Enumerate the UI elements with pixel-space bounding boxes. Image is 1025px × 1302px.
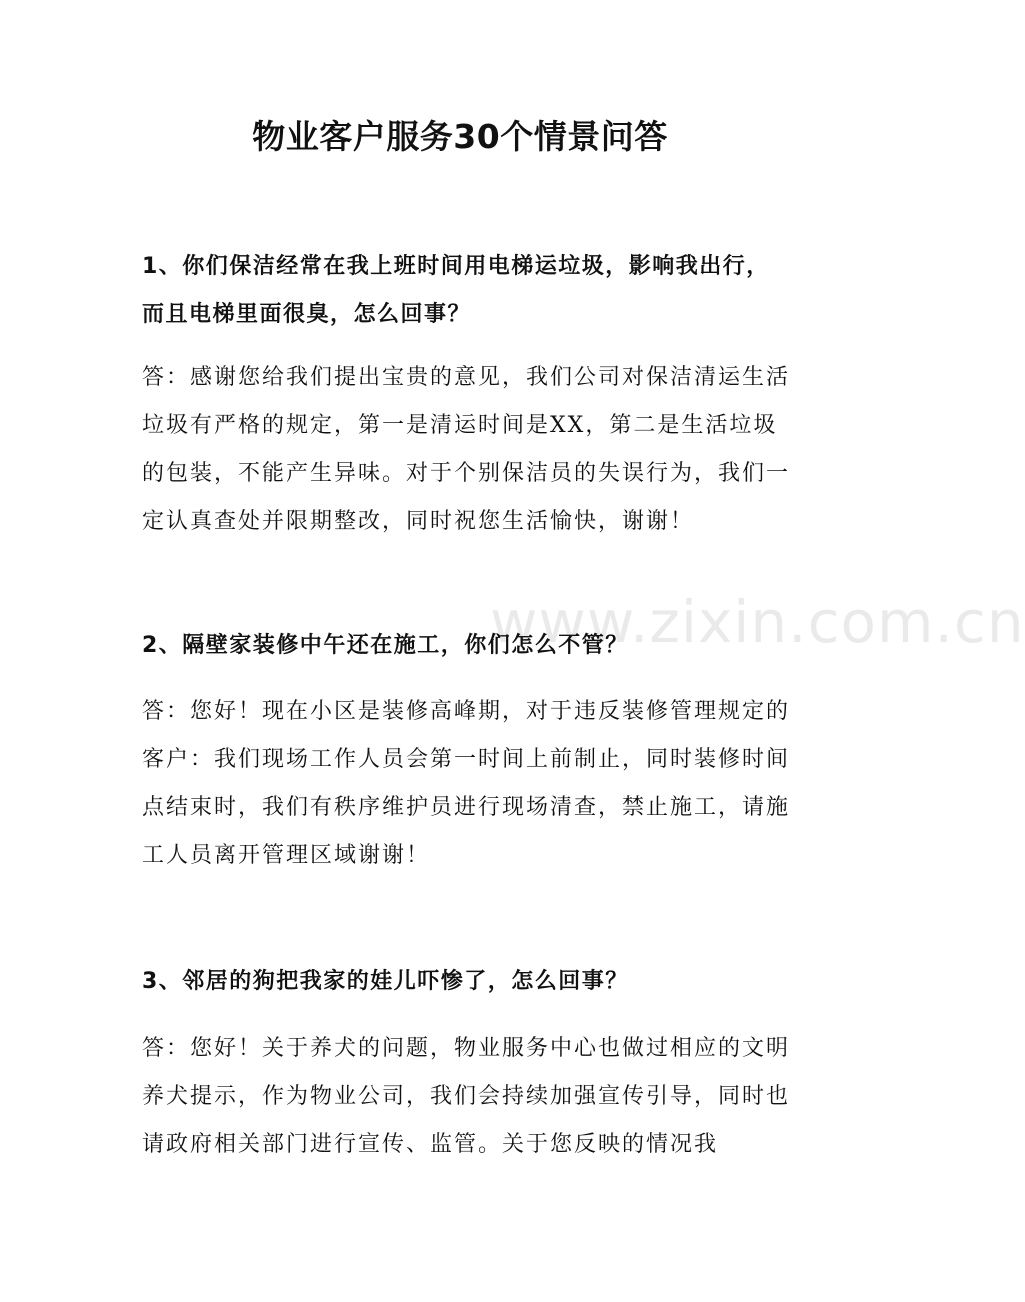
answer-2: 答：您好！现在小区是装修高峰期，对于违反装修管理规定的客户：我们现场工作人员会第一时间上前制止，同时装修时间点结束时，我们有秩序维护员进行现场清查，禁止施工，请施工人员离开管理区域谢谢！ — [142, 699, 791, 868]
answer-1: 答：感谢您给我们提出宝贵的意见，我们公司对保洁清运生活垃圾有严格的规定，第一是清运时间是XX，第二是生活垃圾的包装，不能产生异味。对于个别保洁员的失误行为，我们一定认真查处并限期整改，同时祝您生活愉快，谢谢！ — [142, 365, 791, 534]
question-1: 1、你们保洁经常在我上班时间用电梯运垃圾，影响我出行，而且电梯里面很臭，怎么回事？ — [142, 254, 770, 327]
watermark: www.zixin.com.cn — [490, 588, 1025, 656]
answer-3: 答：您好！关于养犬的问题，物业服务中心也做过相应的文明养犬提示，作为物业公司，我们会持续加强宣传引导，同时也请政府相关部门进行宣传、监管。关于您反映的情况我 — [142, 1036, 791, 1157]
page-title: 物业客户服务30个情景问答 — [252, 117, 668, 156]
question-2: 2、隔壁家装修中午还在施工，你们怎么不管？ — [142, 633, 629, 658]
question-3: 3、邻居的狗把我家的娃儿吓惨了，怎么回事？ — [142, 969, 629, 994]
